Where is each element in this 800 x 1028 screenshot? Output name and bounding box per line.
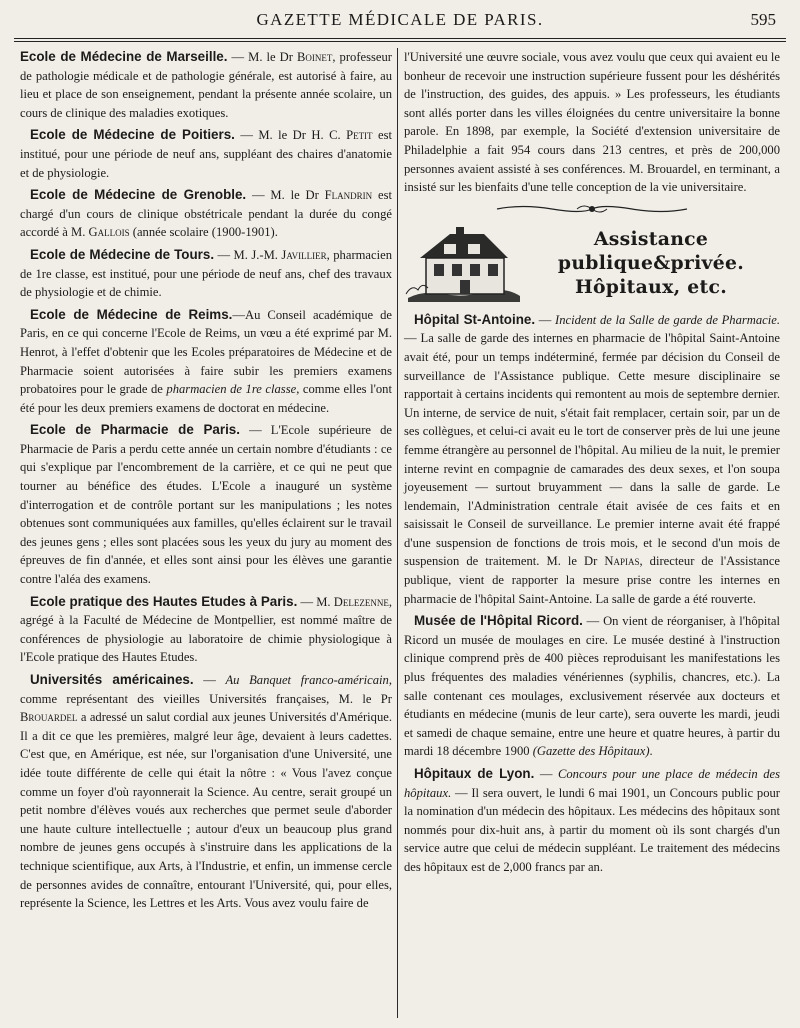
person-name: Napias: [604, 554, 640, 569]
article-heading: Ecole de Médecine de Reims.: [30, 306, 233, 322]
italic-text: (Gazette des Hôpitaux): [532, 744, 650, 759]
article-text: , agrégé à la Faculté de Médecine de Montpellier, est nommé maître de conférences de physiologie au laboratoire de chimie physiologique à l'Ecole pratique des Hautes Etudes.: [20, 594, 392, 665]
article-text: — M.: [297, 594, 334, 609]
article-hautes-etudes: [20, 593, 392, 667]
article-text: — M. J.-M.: [214, 247, 282, 262]
article-text: , pharmacien de 1re classe, est institué, pour une période de neuf ans, chef des travaux de physiologie et de chimie.: [20, 247, 393, 300]
right-column: [404, 48, 780, 881]
person-name: Gallois: [88, 225, 130, 240]
article-st-antoine: [404, 311, 780, 609]
article-heading: Hôpitaux de Lyon.: [414, 766, 535, 781]
person-name: Delezenne: [333, 594, 389, 609]
banner-title: [522, 227, 780, 299]
article-heading: Musée de l'Hôpital Ricord.: [414, 613, 583, 629]
person-name: Flandrin: [324, 188, 373, 203]
person-name: Boinet: [296, 50, 333, 64]
article-universites: [20, 671, 392, 913]
journal-title: GAZETTE MÉDICALE DE PARIS.: [256, 10, 544, 29]
article-text: —: [535, 312, 556, 327]
article-text: (année scolaire (1900-1901).: [129, 225, 278, 240]
article-text: .: [649, 744, 653, 759]
article-text: — Il sera ouvert, le lundi 6 mai 1901, un Concours public pour la nomination d'un médecin des hôpitaux. Les médecins des hôpitaux sont nommés pour dix-huit ans, à partir du moment où ils sont chargés d'un service autre que celui de médecin suppléant. Le traitement des médecins des hôpitaux est de 2,000 francs par an.: [404, 785, 780, 874]
banner-line: publique&privée.: [557, 251, 745, 274]
article-heading: Hôpital St-Antoine.: [414, 311, 536, 327]
article-text: , comme représentant des vieilles Universités françaises, M. le Pr: [20, 673, 392, 706]
flourish-icon: [492, 202, 692, 216]
banner-line: Assistance: [593, 227, 709, 250]
article-heading: Ecole de Pharmacie de Paris.: [30, 422, 240, 438]
article-heading: Ecole de Médecine de Poitiers.: [30, 127, 235, 143]
article-text: , directeur de l'Assistance publique, vient de rapporter la mesure prise contre les internes en pharmacie de l'hôpital Saint-Antoine. La salle de garde a été rouverte.: [404, 554, 780, 606]
article-text: —: [534, 767, 558, 781]
section-banner: [404, 223, 780, 303]
article-marseille: [20, 48, 392, 122]
article-text: —: [193, 673, 226, 687]
article-pharmacie: [20, 421, 392, 588]
article-text: — On vient de réorganiser, à l'hôpital Ricord un musée de moulages en cire. Le musée destiné à l'instruction clinique comprend près de 400 pièces reproduisant les manifestations les plus fréquentes des maladies vénériennes (syphilis, chancres, etc.). La salle contenant ces moulages, exclusivement réservée aux docteurs et étudiants en médecine (munis de leur carte), sera ouverte les mardi, jeudi et samedi de chaque semaine, entre une heure et quatre heures, à partir du mardi 18 décembre 1900: [404, 614, 780, 759]
article-text: est institué, pour une période de neuf ans, suppléant des chaires d'anatomie et de physiologie.: [20, 128, 392, 180]
running-header: [14, 8, 786, 34]
article-heading: Ecole de Médecine de Marseille.: [20, 49, 228, 64]
article-continuation: l'Université une œuvre sociale, vous avez voulu que ceux qui avaient eu le bonheur de recevoir une instruction supérieure fussent pour les déshérités de l'instruction, des guides, des appuis. » Les professeurs, les étudiants sont allés porter dans les villes éloignées du centre universitaire la bonne parole. En 1898, par exemple, la Société d'extension universitaire de Philadelphie a fait 954 cours dans 213 centres, et près de 200,000 personnes avaient assisté à ses conférences. M. Brouardel, en terminant, a insisté sur les bienfaits d'une telle conception de la vie universitaire.: [404, 50, 780, 195]
article-lyon: [404, 765, 780, 877]
article-text: — M. le Dr H. C.: [234, 128, 347, 143]
italic-text: Concours pour une place de médecin des hôpitaux.: [404, 767, 781, 800]
hospital-building-icon: [404, 224, 522, 302]
article-text: , professeur de pathologie médicale et de pathologie générale, est autorisé à faire, au lieu et place de son enseignement, pendant la présente année scolaire, un cours de clinique des maladies exotiques.: [20, 50, 392, 120]
person-name: Javillier: [281, 247, 327, 262]
article-text: —Au Conseil académique de Paris, en ce qui concerne l'Ecole de Reims, un vœu a été exprimé par M. Henrot, à l'effet d'obtenir que les Ecoles préparatoires de Médecine et de Pharmacie soient autorisées à faire subir les premiers examens probatoires pour le grade de: [20, 307, 393, 397]
left-column: [20, 48, 392, 917]
article-ricord: [404, 612, 780, 761]
article-reims: [20, 306, 392, 418]
header-rule: [14, 38, 786, 42]
article-text: , comme elles l'ont été pour les deux premiers examens de doctorat en médecine.: [20, 382, 392, 415]
ornament-divider: [404, 201, 780, 217]
article-text: — La salle de garde des internes en pharmacie de l'hôpital Saint-Antoine avait été, pour un temps indéterminé, fermée par décision du Conseil de surveillance de l'Assistance publique. Cette mesure disciplinaire se rapportait à certains incidents qui remontent au mois de septembre dernier. Un interne, de service de nuit, s'était fait remplacer, certain soir, par un de ses collègues, et celui-ci avait eu le tort de conserver près de lui une jeune femme étrangère au personnel de l'hôpital. Au milieu de la nuit, le premier interne revint en compagnie de camarades des deux sexes, et l'on soupa joyeusement — surtout bruyamment — dans la salle de garde. Le lendemain, l'Administration centrale était avisée de ces faits et en saisissait le Conseil de surveillance. Le premier interne avait été frappé d'une suspension de fonctions de trois mois, et le second d'un mois de suspension de traitement. M. le Dr: [404, 331, 780, 569]
italic-text: Incident de la Salle de garde de Pharmacie.: [555, 312, 781, 327]
article-text: — L'Ecole supérieure de Pharmacie de Paris a perdu cette année un certain nombre d'étudiants : ce qui s'explique par l'encombrement de la carrière, et ce qui ne peut que tourner au bénéfice des études. L'Ecole a inauguré un système d'interrogation et de contrôle portant sur les manipulations ; les notes obtenues sont communiquées aux familles, qu'elles éclairent sur le travail des jeunes gens ; elles sont placées sous les yeux du jury au moment des épreuves de fin d'année, et elles sont ainsi pour les élèves une garantie contre l'aléa des examens.: [20, 423, 393, 587]
article-heading: Universités américaines.: [30, 672, 194, 687]
article-text: a adressé un salut cordial aux jeunes Universités d'Amérique. Il a dit ce que les premières, malgré leur âge, devaient à leurs cadettes. C'est que, en Amérique, est née, sur l'organisation d'une Université, une idée toute différente de celle qui était la nôtre : « Vous l'avez conçue comme un foyer d'où rayonnerait la Science. Au centre, serait groupé un petit nombre d'élèves voués aux recherches que permet seule d'aborder une haute culture intellectuelle ; autour d'eux un beaucoup plus grand nombre de jeunes gens occupés à s'instruire dans les applications de la technique scientifique, aux Arts, à l'Industrie, et enfin, un immense cercle de personnes avides de connaître, entourant l'Université, qui, pour elles, représente la Science, les Lettres et les Arts. Vous avez voulu faire de: [20, 710, 392, 911]
banner-line: Hôpitaux, etc.: [574, 275, 728, 298]
italic-text: Au Banquet franco-américain: [225, 673, 389, 687]
column-divider: [397, 48, 398, 1018]
person-name: Petit: [346, 128, 373, 143]
article-heading: Ecole pratique des Hautes Etudes à Paris.: [30, 593, 298, 609]
article-heading: Ecole de Médecine de Tours.: [30, 246, 215, 262]
article-text: — M. le Dr: [246, 188, 325, 203]
article-text: — M. le Dr: [227, 50, 297, 64]
article-text: est chargé d'un cours de clinique obstétricale pendant la durée du congé accordé à M.: [20, 188, 393, 240]
article-poitiers: [20, 126, 392, 182]
article-grenoble: [20, 186, 392, 242]
person-name: Brouardel: [20, 710, 78, 725]
italic-text: pharmacien de 1re classe: [166, 382, 297, 397]
article-tours: [20, 246, 392, 302]
page-number: 595: [750, 10, 776, 29]
article-heading: Ecole de Médecine de Grenoble.: [30, 187, 247, 203]
